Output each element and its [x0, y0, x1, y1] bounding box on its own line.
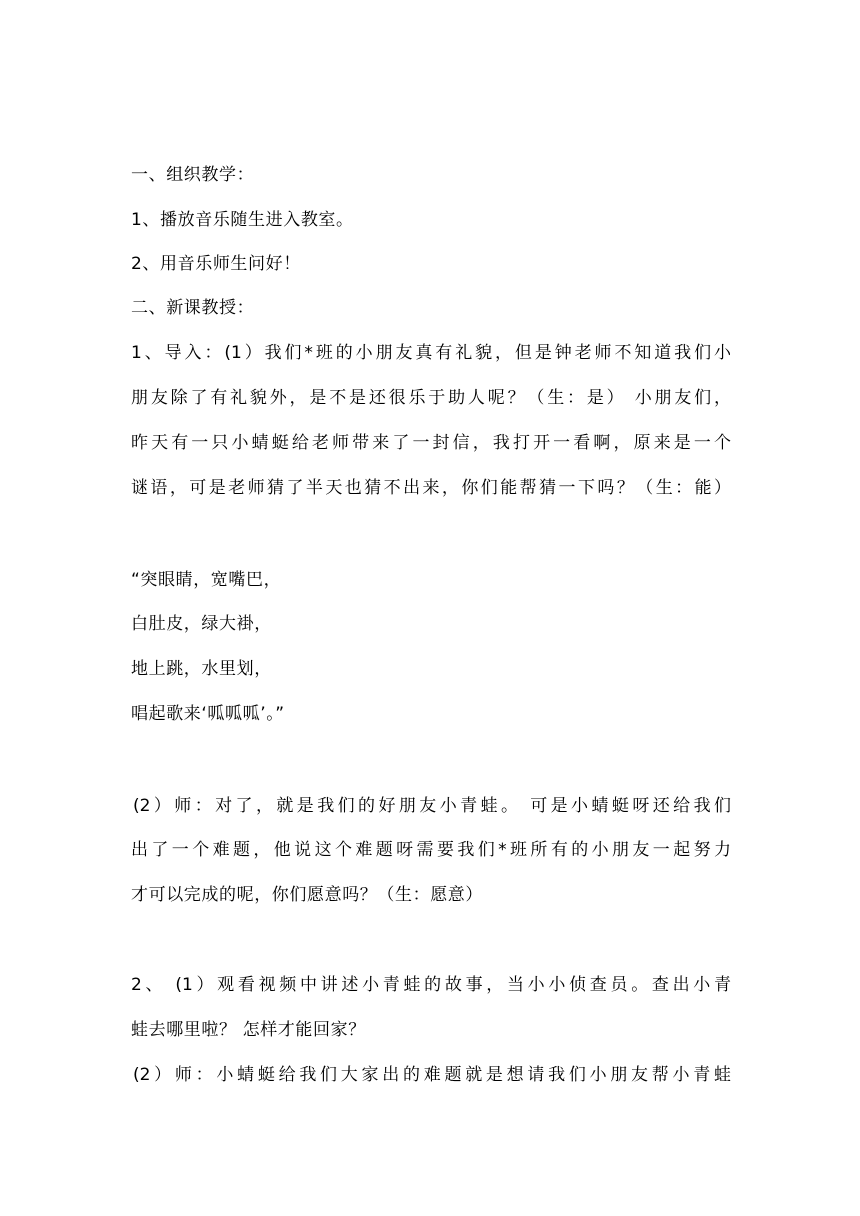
riddle-line: 地上跳，水里划，: [131, 659, 272, 679]
paragraph-line: 才可以完成的呢，你们愿意吗？（生：愿意）: [131, 885, 483, 905]
paragraph-line: 1、播放音乐随生进入教室。: [131, 210, 354, 230]
paragraph-line: (2）师：小蜻蜓给我们大家出的难题就是想请我们小朋友帮小青蛙: [133, 1065, 731, 1085]
riddle-line: 白肚皮，绿大褂，: [131, 614, 272, 634]
paragraph-line: 2、 (1）观看视频中讲述小青蛙的故事，当小小侦查员。查出小青: [131, 975, 731, 995]
paragraph-line: 朋友除了有礼貌外，是不是还很乐于助人呢？（生：是） 小朋友们，: [131, 388, 731, 408]
paragraph-line: (2）师：对了，就是我们的好朋友小青蛙。 可是小蜻蜓呀还给我们: [133, 796, 731, 816]
section-heading-new-lesson: 二、新课教授：: [131, 298, 255, 318]
paragraph-line: 1、导入：(1）我们*班的小朋友真有礼貌，但是钟老师不知道我们小: [131, 343, 731, 363]
riddle-line: 唱起歌来‘呱呱呱’。”: [131, 704, 285, 724]
section-heading-organize-teaching: 一、组织教学：: [131, 165, 255, 185]
paragraph-line: 昨天有一只小蜻蜓给老师带来了一封信，我打开一看啊，原来是一个: [131, 433, 731, 453]
paragraph-line: 蛙去哪里啦？ 怎样才能回家？: [131, 1020, 366, 1040]
riddle-line: “突眼睛，宽嘴巴，: [131, 570, 282, 590]
paragraph-line: 出了一个难题，他说这个难题呀需要我们*班所有的小朋友一起努力: [131, 840, 731, 860]
paragraph-line: 谜语，可是老师猜了半天也猜不出来，你们能帮猜一下吗？（生：能）: [131, 478, 731, 498]
paragraph-line: 2、用音乐师生问好！: [131, 254, 301, 274]
